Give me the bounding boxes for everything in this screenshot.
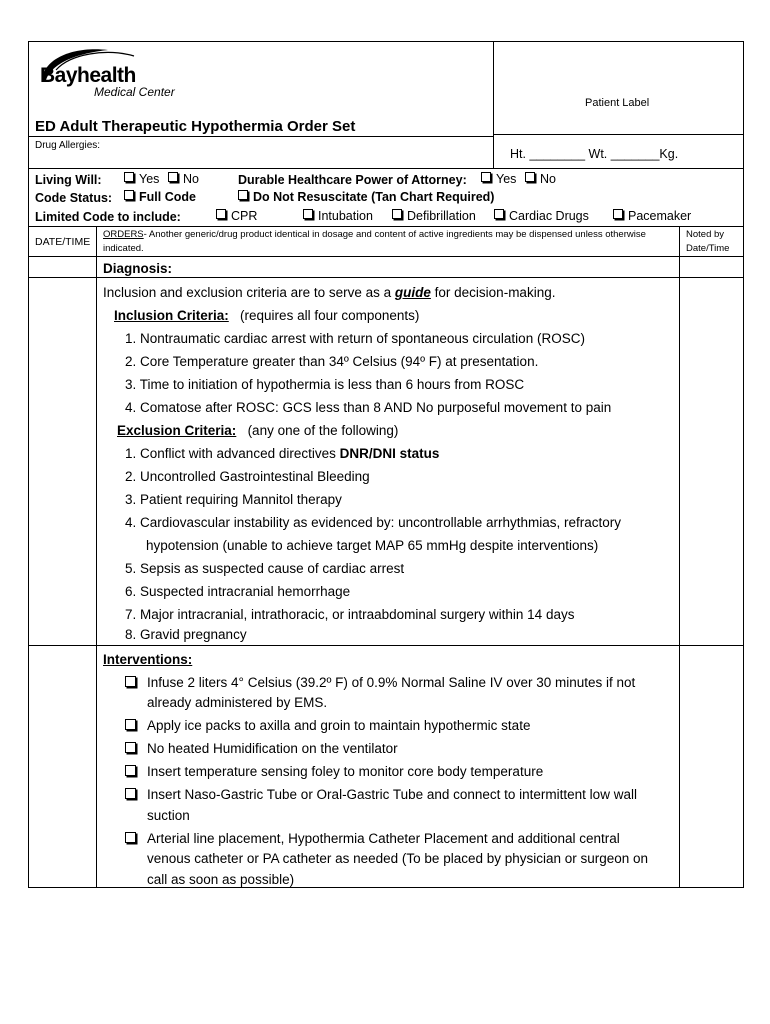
checkbox-icon[interactable] xyxy=(303,209,313,219)
limited-code-label: Limited Code to include: xyxy=(35,210,181,224)
inclusion-criteria-heading: Inclusion Criteria: (requires all four components) xyxy=(114,308,420,323)
checkbox-icon[interactable] xyxy=(124,190,134,200)
form-title: ED Adult Therapeutic Hypothermia Order Set xyxy=(35,118,356,135)
checkbox-icon[interactable] xyxy=(125,719,136,730)
drug-allergies-label: Drug Allergies: xyxy=(35,140,101,151)
exclusion-criteria-heading: Exclusion Criteria: (any one of the following) xyxy=(117,423,399,438)
exclusion-item: 1. Conflict with advanced directives DNR/DNI status xyxy=(125,446,440,461)
datetime-column-divider xyxy=(96,226,97,887)
table-header-divider xyxy=(28,256,744,257)
exclusion-item: 8. Gravid pregnancy xyxy=(125,627,247,642)
criteria-intro: Inclusion and exclusion criteria are to serve as a guide for decision-making. xyxy=(103,285,556,300)
checkbox-icon[interactable] xyxy=(494,209,504,219)
form-bottom-border xyxy=(28,887,744,888)
inclusion-item: 1. Nontraumatic cardiac arrest with return of spontaneous circulation (ROSC) xyxy=(125,331,585,346)
header-divider xyxy=(493,41,494,168)
form-top-border xyxy=(28,41,744,42)
checkbox-icon[interactable] xyxy=(392,209,402,219)
checkbox-icon[interactable] xyxy=(525,172,535,182)
exclusion-item: 6. Suspected intracranial hemorrhage xyxy=(125,584,351,599)
checkbox-icon[interactable] xyxy=(124,172,134,182)
orders-note-line-1: ORDERS- Another generic/drug product identical in dosage and content of active ingredients may be dispensed unless otherwise xyxy=(103,229,646,240)
diagnosis-divider xyxy=(28,277,744,278)
dhpa-label: Durable Healthcare Power of Attorney: xyxy=(238,173,467,187)
inclusion-item: 3. Time to initiation of hypothermia is less than 6 hours from ROSC xyxy=(125,377,525,392)
exclusion-item: 4. Cardiovascular instability as evidenced by: uncontrollable arrhythmias, refractory xyxy=(125,515,621,530)
limited-option-defibrillation[interactable]: Defibrillation xyxy=(392,208,476,224)
exclusion-item: 3. Patient requiring Mannitol therapy xyxy=(125,492,342,507)
bayhealth-logo xyxy=(36,44,186,100)
patient-label-divider xyxy=(493,134,744,135)
limited-option-cpr[interactable]: CPR xyxy=(216,208,257,224)
noted-by-header: Noted by xyxy=(686,229,725,240)
limited-option-cardiac-drugs[interactable]: Cardiac Drugs xyxy=(494,208,589,224)
checkbox-icon[interactable] xyxy=(125,742,136,753)
checkbox-icon[interactable] xyxy=(481,172,491,182)
criteria-divider xyxy=(28,645,744,646)
checkbox-icon[interactable] xyxy=(216,209,226,219)
status-divider xyxy=(28,226,744,227)
diagnosis-label: Diagnosis: xyxy=(103,261,173,276)
notedby-column-divider xyxy=(679,226,680,887)
exclusion-item: 2. Uncontrolled Gastrointestinal Bleeding xyxy=(125,469,370,484)
logo-subtitle: Medical Center xyxy=(94,85,175,99)
checkbox-icon[interactable] xyxy=(238,190,248,200)
dhpa-no[interactable]: No xyxy=(525,171,556,187)
exclusion-item: 5. Sepsis as suspected cause of cardiac arrest xyxy=(125,561,405,576)
living-will-label: Living Will: xyxy=(35,173,102,187)
dhpa-yes[interactable]: Yes xyxy=(481,171,516,187)
checkbox-icon[interactable] xyxy=(613,209,623,219)
checkbox-icon[interactable] xyxy=(125,676,136,687)
limited-option-intubation[interactable]: Intubation xyxy=(303,208,373,224)
height-weight-field[interactable]: Ht. ________ Wt. _______Kg. xyxy=(510,147,679,161)
inclusion-item: 2. Core Temperature greater than 34º Celsius (94º F) at presentation. xyxy=(125,354,539,369)
checkbox-icon[interactable] xyxy=(125,832,136,843)
limited-option-pacemaker[interactable]: Pacemaker xyxy=(613,208,691,224)
exclusion-item-continued: hypotension (unable to achieve target MAP 65 mmHg despite interventions) xyxy=(146,538,599,553)
noted-by-datetime-header: Date/Time xyxy=(686,243,730,254)
code-status-label: Code Status: xyxy=(35,191,113,205)
full-code-option[interactable]: Full Code xyxy=(124,189,196,205)
allergies-divider xyxy=(28,168,744,169)
dnr-option[interactable]: Do Not Resuscitate (Tan Chart Required) xyxy=(238,189,494,205)
exclusion-item: 7. Major intracranial, intrathoracic, or intraabdominal surgery within 14 days xyxy=(125,607,575,622)
logo-name: Bayhealth xyxy=(40,64,136,87)
orders-note-line-2: indicated. xyxy=(103,243,144,254)
patient-label: Patient Label xyxy=(585,97,650,109)
title-divider xyxy=(28,136,494,137)
checkbox-icon[interactable] xyxy=(168,172,178,182)
checkbox-icon[interactable] xyxy=(125,765,136,776)
inclusion-item: 4. Comatose after ROSC: GCS less than 8 AND No purposeful movement to pain xyxy=(125,400,612,415)
checkbox-icon[interactable] xyxy=(125,788,136,799)
interventions-label: Interventions: xyxy=(103,652,193,667)
datetime-header: DATE/TIME xyxy=(35,236,91,248)
living-will-no[interactable]: No xyxy=(168,171,199,187)
living-will-yes[interactable]: Yes xyxy=(124,171,159,187)
